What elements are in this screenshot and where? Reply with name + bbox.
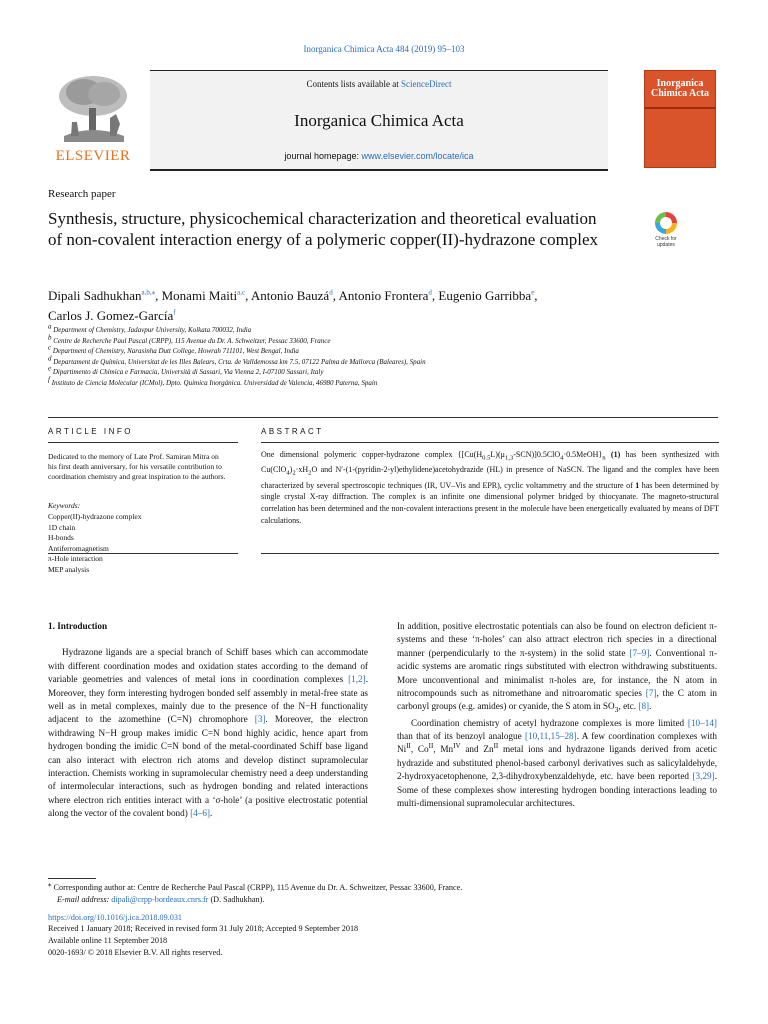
keyword-item[interactable]: MEP analysis — [48, 564, 90, 574]
affiliation-key: b — [48, 333, 52, 342]
author-separator: , — [534, 288, 538, 303]
article-info-heading: ARTICLE INFO — [48, 427, 133, 436]
affiliation-marker[interactable]: e — [531, 288, 535, 297]
affiliation-marker[interactable]: a,b,⁎ — [141, 288, 156, 297]
intro-paragraph: Coordination chemistry of acetyl hydrazone complexes is more limited [10–14] than that of its benzoyl analogue [10,11,15–28]. A few coordination complexes with $Ni^{II}$, $Co^{II}$, $Mn^{IV}$ and $Zn^{II}$ metal ions and hydrazone ligands derived from acetic hydrazide and substituted phenol-based carbonyl derivatives such as salicylaldehyde, 2-hydroxyacetophenone, 2,3-dihydroxybenzaldehyde, etc. have been reported [3,29]. Some of these complexes show interesting hydrogen bonding interactions leading to multi-dimensional supramolecular architectures. — [397, 717, 717, 809]
doi-link[interactable]: https://doi.org/10.1016/j.ica.2018.09.031 — [48, 912, 183, 922]
keyword-item[interactable]: Copper(II)-hydrazone complex — [48, 512, 142, 521]
email-note: E-mail address: dipali@crpp-bordeaux.cnrs.fr (D. Sadhukhan). — [57, 894, 265, 904]
reference-link[interactable]: [8] — [638, 701, 650, 712]
affiliation-key: a — [48, 322, 52, 331]
intro-left-column — [48, 620, 368, 821]
online-date: Available online 11 September 2018 — [48, 936, 168, 946]
abstract-heading: ABSTRACT — [261, 427, 324, 436]
affiliation-item — [48, 375, 688, 389]
crossmark-icon — [655, 212, 677, 234]
journal-title: Inorganica Chimica Acta — [294, 111, 464, 130]
author-separator: , — [155, 288, 162, 303]
reference-link[interactable]: [1,2] — [348, 674, 366, 685]
affiliation-marker[interactable]: d — [329, 288, 333, 297]
elsevier-logo[interactable] — [48, 70, 138, 170]
reference-link[interactable]: [7] — [645, 688, 657, 699]
keyword-item[interactable]: H-bonds — [48, 533, 74, 542]
affiliation-item — [48, 343, 688, 357]
reference-link[interactable]: [7–9] — [629, 647, 650, 658]
affiliation-item — [48, 333, 688, 347]
keyword-item[interactable]: 1D chain — [48, 522, 76, 532]
intro-right-column — [397, 620, 717, 811]
affiliation-marker[interactable]: f — [173, 308, 176, 317]
divider — [48, 442, 238, 443]
affiliation-text: Departament de Química, Universitat de les Illes Balears, Crta. de Valldemossa km 7.5, 07122 Palma de Mallorca (Baleares), Spain — [53, 357, 426, 366]
footnote-rule — [48, 878, 96, 879]
sciencedirect-link[interactable]: ScienceDirect — [401, 79, 452, 89]
author-separator: , — [245, 288, 251, 303]
dedication: Dedicated to the memory of Late Prof. Samiran Mitra on his first death anniversary, for his versatile contribution to coordination chemistry and great inspiration to the authors. — [48, 452, 226, 481]
author-name[interactable]: Monami Maiti — [161, 288, 238, 303]
contents-line: Contents lists available at ScienceDirect — [306, 79, 452, 89]
abstract-text: One dimensional polymeric copper-hydrazone complex $\{[Cu(H_{0.5}L)(\mu_{1,3}-SCN)]0.5ClO_4\cdot 0.5MeOH\}_n$ (1) has been synthesized with $Cu(ClO_4)_2\cdot xH_2O$ and N′-(1-(pyridin-2-yl)ethylidene)acetohydrazide (HL) in presence of NaSCN. The ligand and the complex have been characterized by several spectroscopic techniques (IR, UV–Vis and EPR), cyclic voltammetry and the structure of 1 has been determined by single crystal X-ray diffraction. The complex is an infinite one dimensional polymer bridged by thiocyanate. The magneto-structural correlation has been determined and the non-covalent interactions present in the molecule have been energetically evaluated by means of DFT calculations. — [261, 450, 720, 525]
keyword-item[interactable]: Antiferromagnetism — [48, 543, 109, 553]
affiliation-item — [48, 354, 688, 368]
affiliation-item — [48, 364, 688, 378]
crossmark-badge[interactable] — [648, 212, 684, 256]
footnotes — [48, 882, 728, 959]
elsevier-wordmark: ELSEVIER — [55, 148, 131, 164]
intro-paragraph: Hydrazone ligands are a special branch of Schiff bases which can accommodate with different coordination modes and oxidation states according to the demand of variable geometries and valences of metal ions in coordination complexes [1,2]. Moreover, they form interesting hydrogen bonded self assembly in metal-free state as well as in metal complexes, mainly due to the presence of the N−H functionality adjacent to the azomethine (C=N) chromophore [3]. Moreover, the electron withdrawing N−H group makes imidic C=N bond highly acidic, hence apart from hydrogen bonding the imidic C=N bond of the metal-coordinated Schiff base ligand can also interact with electron rich atoms and develop distinct supramolecular interaction. Chemists working in supramolecular chemistry need a deep understanding of intermolecular interactions, such as hydrogen bonding and related interactions where electron rich entities interact with a ‘σ-hole’ (a positive electrostatic potential along the vector of the covalent bond) [4–6]. — [48, 647, 368, 819]
affiliation-item — [48, 322, 688, 336]
reference-link[interactable]: [10,11,15–28] — [525, 731, 577, 742]
keyword-item[interactable]: π-Hole interaction — [48, 554, 103, 563]
email-link[interactable]: dipali@crpp-bordeaux.cnrs.fr — [111, 894, 209, 904]
reference-link[interactable]: [4–6] — [190, 808, 211, 819]
author-name[interactable]: Antonio Bauzá — [250, 288, 330, 303]
affiliation-text: Instituto de Ciencia Molecular (ICMol), Dpto. Química Inorgánica. Universidad de Valencia, 46980 Paterna, Spain — [51, 378, 378, 387]
author-separator: , — [332, 288, 339, 303]
reference-link[interactable]: [3] — [254, 714, 266, 725]
author-name[interactable]: Carlos J. Gomez-García — [48, 308, 174, 323]
author-name[interactable]: Eugenio Garribba — [438, 288, 532, 303]
journal-banner — [150, 70, 608, 171]
affiliations — [48, 322, 688, 388]
intro-heading: 1. Introduction — [48, 621, 108, 631]
affiliation-key: c — [48, 343, 52, 352]
keywords-list — [48, 512, 142, 575]
affiliation-text: Department of Chemistry, Jadavpur University, Kolkata 700032, India — [53, 326, 252, 334]
crossmark-label: Check for updates — [655, 236, 677, 248]
cover-band — [645, 107, 715, 109]
elsevier-tree-icon — [54, 72, 132, 144]
masthead — [48, 70, 718, 170]
journal-cover-thumbnail[interactable] — [644, 70, 716, 168]
cover-title: Inorganica Chimica Acta — [650, 78, 710, 99]
affiliation-text: Dipartimento di Chimica e Farmacia, Università di Sassari, Via Vienna 2, I-07100 Sassari, Italy — [52, 368, 324, 376]
reference-link[interactable]: [3,29] — [692, 771, 715, 782]
affiliation-text: Centre de Recherche Paul Pascal (CRPP), 115 Avenue du Dr. A. Schweitzer, Pessac 33600, France — [53, 336, 331, 345]
journal-citation[interactable]: Inorganica Chimica Acta 484 (2019) 95–103 — [303, 44, 465, 54]
divider — [48, 417, 718, 418]
article-type: Research paper — [48, 188, 116, 200]
divider — [261, 553, 719, 554]
affiliation-key: e — [48, 364, 52, 373]
affiliation-marker[interactable]: a,c — [237, 288, 246, 297]
corresponding-note: ⁎ Corresponding author at: Centre de Recherche Paul Pascal (CRPP), 115 Avenue du Dr. A. Schweitzer, Pessac 33600, France. — [48, 880, 463, 892]
affiliation-marker[interactable]: d — [428, 288, 432, 297]
divider — [261, 442, 719, 443]
author-separator: , — [431, 288, 439, 303]
received-dates: Received 1 January 2018; Received in revised form 31 July 2018; Accepted 9 September 2018 — [48, 924, 359, 934]
copyright: 0020-1693/ © 2018 Elsevier B.V. All rights reserved. — [48, 947, 223, 957]
journal-homepage: journal homepage: www.elsevier.com/locate/ica — [284, 151, 474, 161]
author-name[interactable]: Dipali Sadhukhan — [48, 288, 142, 303]
affiliation-text: Department of Chemistry, Narasinha Dutt College, Howrah 711101, West Bengal, India — [52, 347, 299, 355]
divider — [48, 553, 238, 554]
affiliation-key: f — [48, 375, 50, 384]
affiliation-key: d — [48, 354, 52, 363]
article-title: Synthesis, structure, physicochemical characterization and theoretical evaluation of non-covalent interaction energy of a polymeric copper(II)-hydrazone complex — [48, 209, 599, 249]
reference-link[interactable]: [10–14] — [687, 717, 717, 728]
intro-paragraph: In addition, positive electrostatic potentials can also be found on electron deficient π-systems and these ‘π-holes’ can also attract electron rich species in a directional manner (perpendicularly to the π-system) in the solid state [7–9]. Conventional π-acidic systems are aromatic rings substituted with electron withdrawing substituents. More unconventional and minimalist π-holes are, for instance, the N atom in nitrocompounds such as nitromethane and nitroaromatic species [7], the C atom in carbonyl groups (e.g. amides) or cyanide, the S atom in $SO_3$, etc. [8]. — [397, 621, 718, 715]
author-list — [48, 286, 668, 326]
keywords-heading: Keywords: — [48, 501, 81, 510]
homepage-link[interactable]: www.elsevier.com/locate/ica — [361, 151, 474, 161]
author-name[interactable]: Antonio Frontera — [338, 288, 429, 303]
